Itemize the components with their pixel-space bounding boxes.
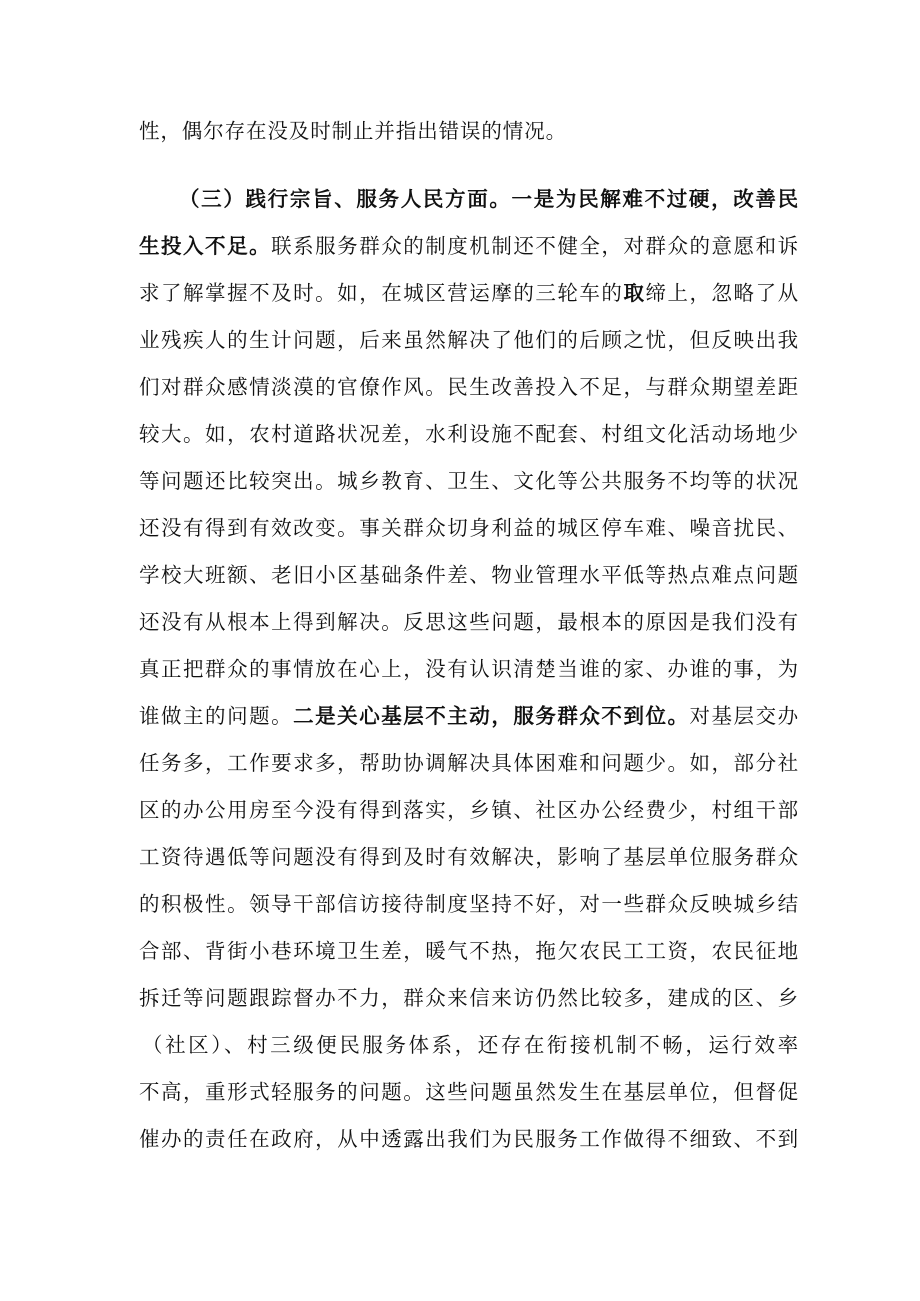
- text-run: 等问题还比较突出。城乡教育、卫生、文化等公共服务不均等的状况: [139, 469, 799, 493]
- text-run: 真正把群众的事情放在心上，没有认识清楚当谁的家、办谁的事，为: [139, 657, 799, 681]
- text-line: [139, 696, 799, 736]
- text-line: [139, 320, 799, 360]
- text-line: [139, 743, 799, 783]
- text-line: [139, 273, 799, 313]
- text-line: [139, 978, 799, 1018]
- text-run: 性，偶尔存在没及时制止并指出错误的情况。: [139, 119, 567, 143]
- text-run: 不高，重形式轻服务的问题。这些问题虽然发生在基层单位，但督促: [139, 1080, 799, 1104]
- text-line: [139, 508, 799, 548]
- text-run: 的积极性。领导干部信访接待制度坚持不好，对一些群众反映城乡结: [139, 892, 799, 916]
- text-run: 业残疾人的生计问题，后来虽然解决了他们的后顾之忧，但反映出我: [139, 328, 799, 352]
- text-run: （社区）、村三级便民服务体系，还存在衔接机制不畅，运行效率: [142, 1033, 799, 1057]
- text-line: [139, 461, 799, 501]
- bold-run: 二是关心基层不主动，服务群众不到位。: [293, 704, 690, 728]
- text-run: 们对群众感情淡漠的官僚作风。民生改善投入不足，与群众期望差距: [139, 375, 799, 399]
- text-line: [139, 414, 799, 454]
- text-line: [139, 1072, 799, 1112]
- text-run: 谁做主的问题。: [139, 704, 294, 728]
- text-run: 还没有从根本上得到解决。反思这些问题，最根本的原因是我们没有: [139, 610, 799, 634]
- text-line: [139, 884, 799, 924]
- text-run: 区的办公用房至今没有得到落实，乡镇、社区办公经费少，村组干部: [139, 798, 799, 822]
- text-run: 求了解掌握不及时。如，在城区营运摩的三轮车的: [139, 281, 624, 305]
- text-line: [139, 111, 799, 151]
- text-run: 较大。如，农村道路状况差，水利设施不配套、村组文化活动场地少: [139, 422, 799, 446]
- text-line: [139, 1119, 799, 1159]
- text-run: 缔上，忽略了从: [645, 281, 799, 305]
- text-run: 对基层交办: [689, 704, 799, 728]
- text-line: [139, 790, 799, 830]
- text-run: 联系服务群众的制度机制还不健全，对群众的意愿和诉: [271, 234, 799, 258]
- text-line: [139, 367, 799, 407]
- text-run: 合部、背街小巷环境卫生差，暖气不热，拖欠农民工工资，农民征地: [139, 939, 799, 963]
- bold-run: 生投入不足。: [139, 234, 272, 258]
- text-run: 还没有得到有效改变。事关群众切身利益的城区停车难、噪音扰民、: [139, 516, 799, 540]
- text-line: [139, 226, 799, 266]
- text-line: [139, 649, 799, 689]
- bold-run: 取: [623, 281, 646, 305]
- text-run: 拆迁等问题跟踪督办不力，群众来信来访仍然比较多，建成的区、乡: [139, 986, 799, 1010]
- section-heading: （三）践行宗旨、服务人民方面。一是为民解难不过硬，改善民: [179, 187, 799, 211]
- text-run: 学校大班额、老旧小区基础条件差、物业管理水平低等热点难点问题: [139, 563, 799, 587]
- text-run: 工资待遇低等问题没有得到及时有效解决，影响了基层单位服务群众: [139, 845, 799, 869]
- text-run: 任务多，工作要求多，帮助协调解决具体困难和问题少。如，部分社: [139, 751, 799, 775]
- text-line: [139, 602, 799, 642]
- text-line: [139, 931, 799, 971]
- text-line: [179, 179, 799, 219]
- text-line: [139, 555, 799, 595]
- text-run: 催办的责任在政府，从中透露出我们为民服务工作做得不细致、不到: [139, 1127, 799, 1151]
- text-line: [139, 837, 799, 877]
- text-line: [142, 1025, 799, 1065]
